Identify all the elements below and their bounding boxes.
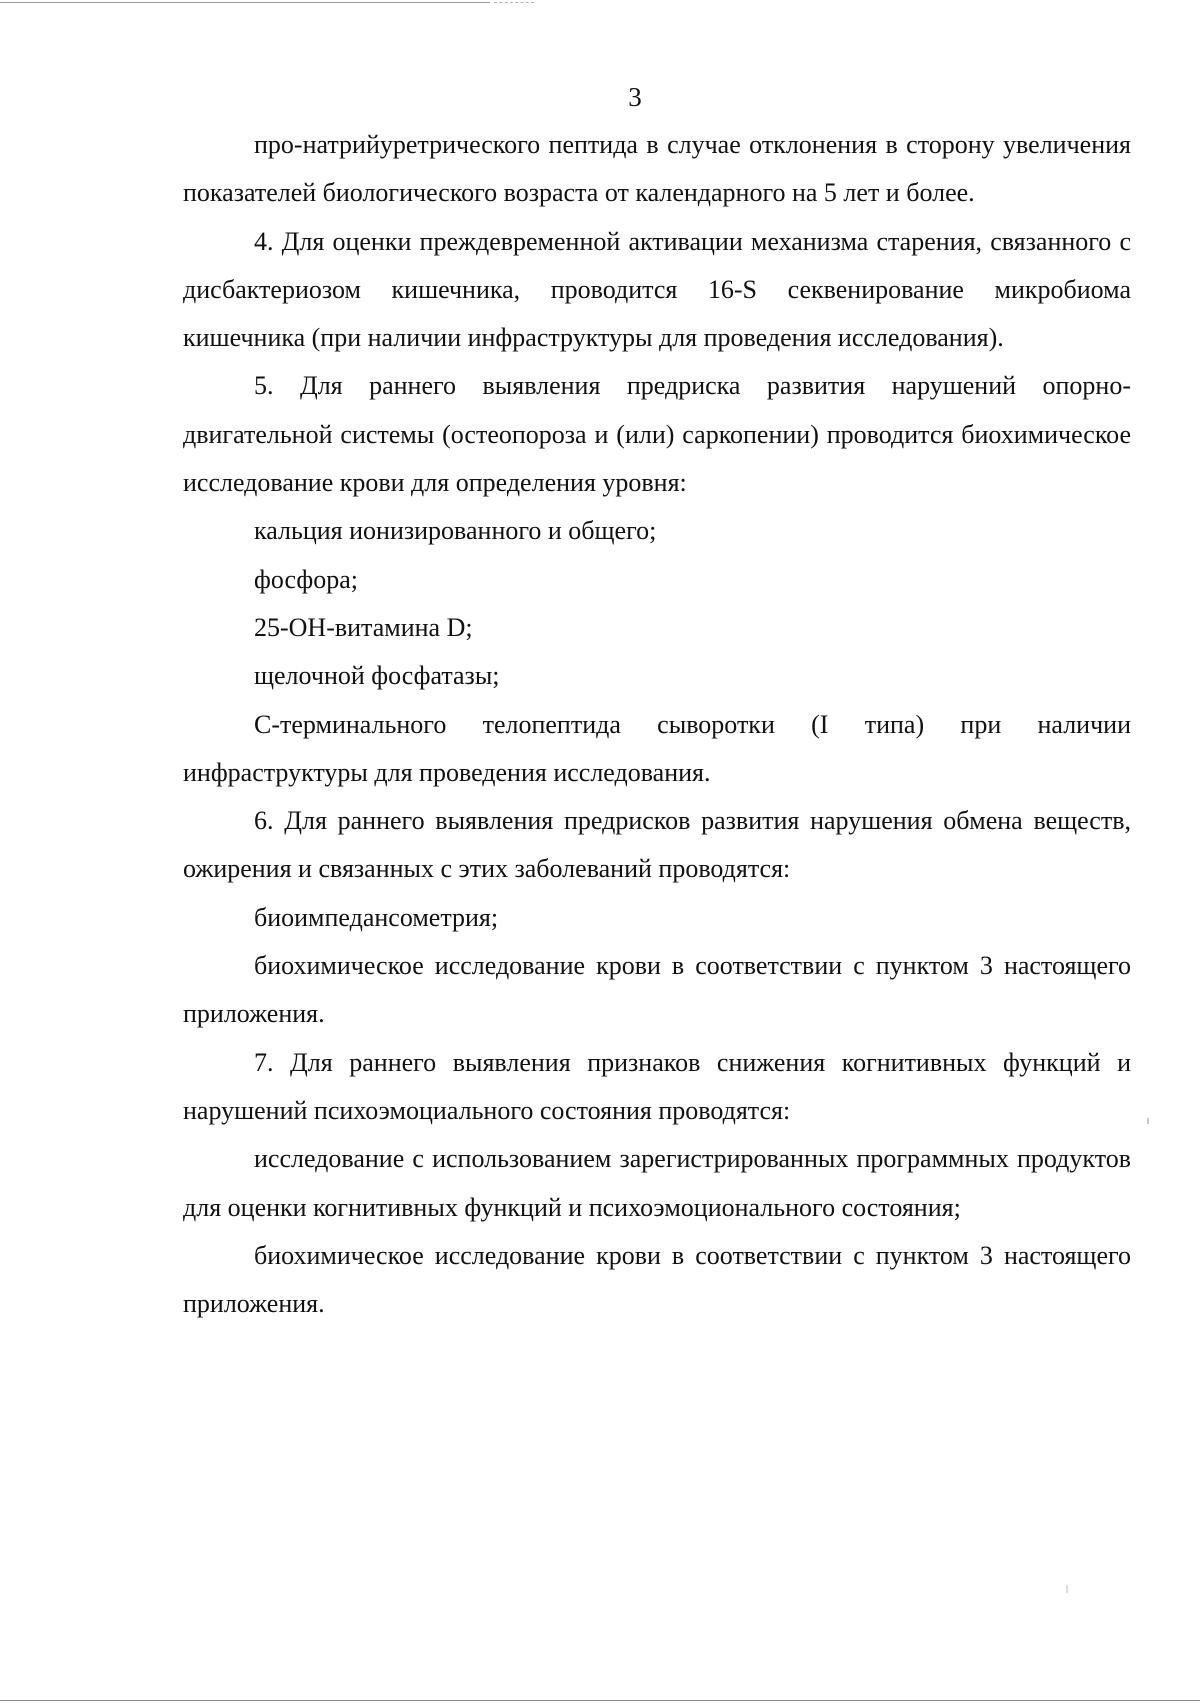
paragraph-item-6: 6. Для раннего выявления предрисков развития нарушения обмена веществ, ожирения и связанных с этих заболеваний проводятся: [183, 806, 1131, 884]
scan-top-edge [0, 2, 490, 3]
document-body [183, 121, 1131, 1328]
list-item-biochemistry-6: биохимическое исследование крови в соответствии с пунктом 3 настоящего приложения. [183, 951, 1131, 1029]
list-item-phosphorus: фосфора; [254, 564, 358, 594]
list-item-c-telopeptide: С-терминального телопептида сыворотки (I типа) при наличии инфраструктуры для проведения исследования. [183, 709, 1131, 787]
list-item-calcium: кальция ионизированного и общего; [254, 516, 657, 546]
scan-top-edge-dash [494, 2, 534, 3]
scan-speck [1147, 1118, 1149, 1124]
list-item-bioimpedance: биоимпедансометрия; [254, 902, 499, 932]
list-item-vitamin-d: 25-ОН-витамина D; [254, 612, 473, 642]
paragraph-item-4: 4. Для оценки преждевременной активации механизма старения, связанного с дисбактериозом кишечника, проводится 16-S секвенирование микробиома кишечника (при наличии инфраструктуры для проведения исследования). [183, 226, 1131, 353]
paragraph-item-5: 5. Для раннего выявления предриска развития нарушений опорно-двигательной системы (остеопороза и (или) саркопении) проводится биохимическое исследование крови для определения уровня: [183, 371, 1131, 498]
paragraph-continuation: про-натрийуретрического пептида в случае отклонения в сторону увеличения показателей биологического возраста от календарного на 5 лет и более. [183, 130, 1131, 208]
list-item-alkaline-phosphatase: щелочной фосфатазы; [254, 661, 500, 691]
scan-bottom-edge [0, 1700, 1200, 1701]
list-item-biochemistry-7: биохимическое исследование крови в соответствии с пунктом 3 настоящего приложения. [183, 1240, 1131, 1319]
paragraph-item-7: 7. Для раннего выявления признаков снижения когнитивных функций и нарушений психоэмоциального состояния проводятся: [183, 1047, 1131, 1125]
scan-speck [1066, 1585, 1068, 1593]
list-item-software-testing: исследование с использованием зарегистрированных программных продуктов для оценки когнитивных функций и психоэмоционального состояния; [183, 1144, 1131, 1222]
page-number: 3 [628, 82, 642, 112]
